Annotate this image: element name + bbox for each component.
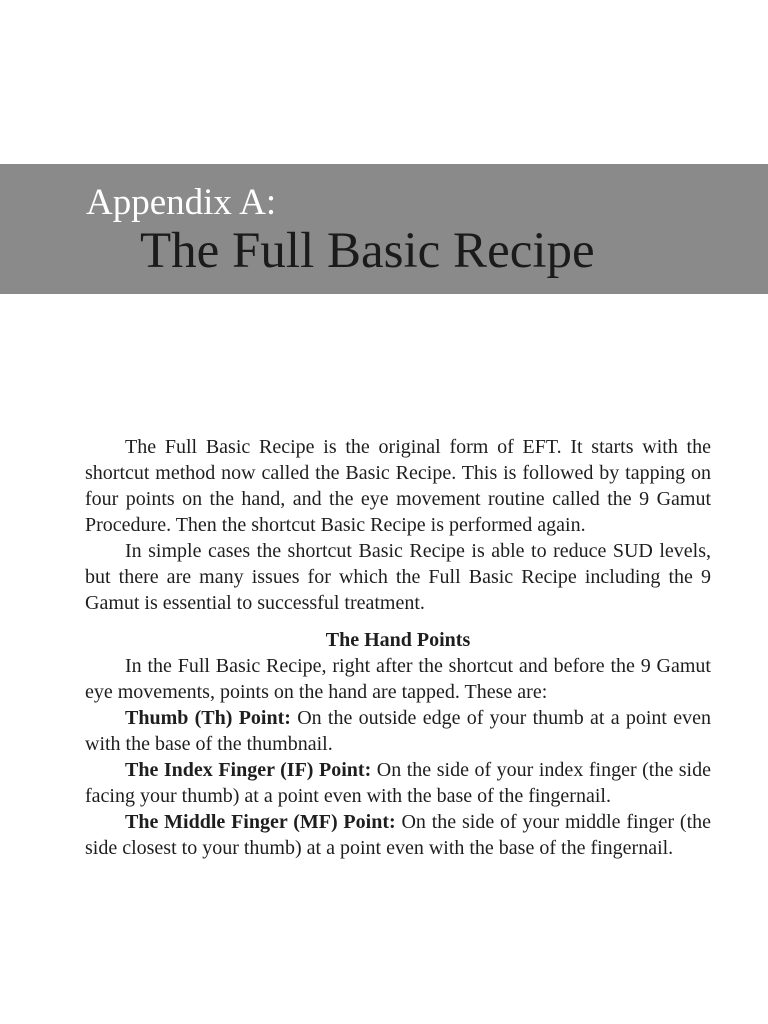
intro-paragraph: The Full Basic Recipe is the original form of EFT. It starts with the shortcut method now called the Basic Recipe. This is followed by tapping on four points on the hand, and the eye movement routine called the 9 Gamut Procedure. Then the shortcut Basic Recipe is performed again. [85, 436, 711, 536]
intro-paragraph: In simple cases the shortcut Basic Recipe is able to reduce SUD levels, but there are many issues for which the Full Basic Recipe including the 9 Gamut is essential to successful treatment. [85, 540, 711, 614]
section-intro: In the Full Basic Recipe, right after the shortcut and before the 9 Gamut eye movements, points on the hand are tapped. These are: [85, 655, 711, 703]
hand-point-index-finger [85, 757, 711, 809]
chapter-label: Appendix A: [86, 182, 277, 223]
section-heading: The Hand Points [325, 629, 471, 651]
hand-point-description: On the side of your middle finger (the side closest to your thumb) at a point even with the base of the fingernail. [85, 811, 712, 859]
hand-point-term: The Middle Finger (MF) Point: [125, 811, 396, 833]
hand-point-thumb [85, 705, 711, 757]
hand-point-term: Thumb (Th) Point: [125, 707, 291, 729]
chapter-title: The Full Basic Recipe [140, 223, 595, 279]
hand-point-middle-finger [85, 809, 711, 861]
hand-point-description: On the side of your index finger (the side facing your thumb) at a point even with the base of the fingernail. [85, 759, 711, 807]
body-text [85, 434, 711, 861]
hand-point-term: The Index Finger (IF) Point: [125, 759, 372, 781]
hand-point-description: On the outside edge of your thumb at a point even with the base of the thumbnail. [85, 707, 712, 755]
chapter-banner [0, 164, 768, 294]
